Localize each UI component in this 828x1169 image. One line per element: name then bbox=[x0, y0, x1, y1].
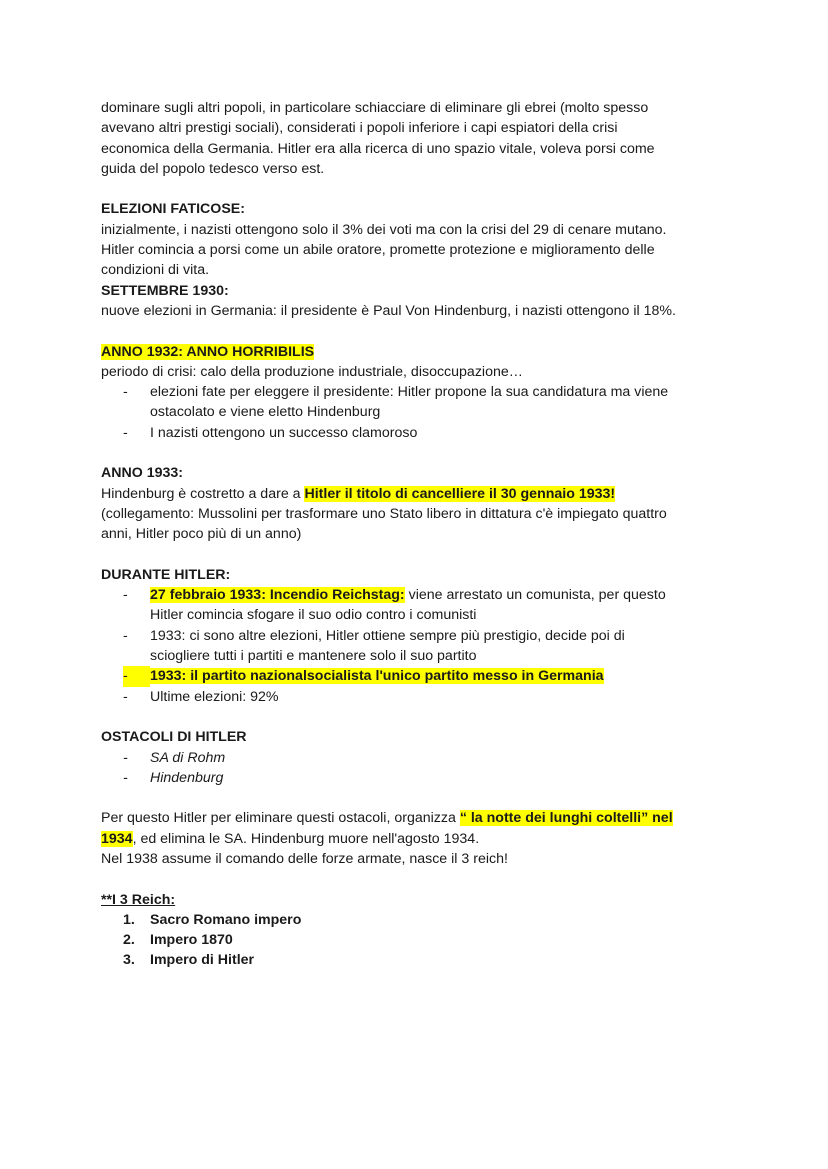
document-body bbox=[101, 98, 741, 971]
heading-reich: **I 3 Reich: bbox=[101, 891, 176, 908]
text-line: 1934, ed elimina le SA. Hindenburg muore nell'agosto 1934. bbox=[101, 830, 480, 847]
highlight: 27 febbraio 1933: Incendio Reichstag: bbox=[150, 587, 405, 604]
heading-anno-1933: ANNO 1933: bbox=[101, 465, 184, 482]
highlight: 1934 bbox=[101, 830, 133, 847]
list-item: 1. Sacro Romano impero bbox=[123, 911, 302, 928]
heading-settembre: SETTEMBRE 1930: bbox=[101, 282, 229, 299]
numbered-list-reich bbox=[101, 910, 741, 971]
text-line: inizialmente, i nazisti ottengono solo il 3% dei voti ma con la crisi del 29 di cenare mutano. bbox=[101, 221, 667, 238]
list-item: - SA di Rohm bbox=[101, 748, 741, 768]
text-line: periodo di crisi: calo della produzione industriale, disoccupazione… bbox=[101, 363, 523, 380]
list-item: 3. Impero di Hitler bbox=[123, 952, 255, 969]
list-item: - 27 febbraio 1933: Incendio Reichstag: viene arrestato un comunista, per questo Hitler comincia sfogare il suo odio contro i comunisti bbox=[101, 585, 741, 626]
list-item: - elezioni fate per eleggere il presidente: Hitler propone la sua candidatura ma viene ostacolato e viene eletto Hindenburg bbox=[101, 382, 741, 423]
bullet-list-1932 bbox=[101, 382, 741, 443]
text-line: Nel 1938 assume il comando delle forze armate, nasce il 3 reich! bbox=[101, 850, 508, 867]
highlight: “ la notte dei lunghi coltelli” nel bbox=[459, 810, 673, 827]
list-item: 2. Impero 1870 bbox=[123, 932, 233, 949]
highlight: Hitler il titolo di cancelliere il 30 gennaio 1933! bbox=[304, 485, 616, 502]
list-item: - 1933: ci sono altre elezioni, Hitler ottiene sempre più prestigio, decide poi di sciogliere tutti i partiti e mantenere solo il suo partito bbox=[101, 626, 741, 667]
text-line: Per questo Hitler per eliminare questi ostacoli, organizza “ la notte dei lunghi coltelli” nel bbox=[101, 810, 673, 827]
bullet-list-ostacoli bbox=[101, 748, 741, 789]
text-line: nuove elezioni in Germania: il presidente è Paul Von Hindenburg, i nazisti ottengono il 18%. bbox=[101, 302, 676, 319]
heading-durante-hitler: DURANTE HITLER: bbox=[101, 566, 231, 583]
text-line: Hindenburg è costretto a dare a Hitler il titolo di cancelliere il 30 gennaio 1933! bbox=[101, 485, 616, 502]
heading-anno-1932 bbox=[101, 342, 741, 362]
list-item: - I nazisti ottengono un successo clamoroso bbox=[101, 423, 741, 443]
highlight: ANNO 1932: ANNO HORRIBILIS bbox=[101, 343, 315, 360]
text-line: guida del popolo tedesco verso est. bbox=[101, 160, 325, 177]
text-line: avevano altri prestigi sociali), considerati i popoli inferiore i capi espiatori della crisi bbox=[101, 120, 618, 137]
heading-ostacoli: OSTACOLI DI HITLER bbox=[101, 729, 247, 746]
intro-paragraph bbox=[101, 98, 741, 179]
text-line: Hitler comincia a porsi come un abile oratore, promette protezione e miglioramento delle bbox=[101, 242, 655, 259]
text-line: (collegamento: Mussolini per trasformare uno Stato libero in dittatura c'è impiegato quattro bbox=[101, 505, 667, 522]
text-line: anni, Hitler poco più di un anno) bbox=[101, 526, 302, 543]
heading-elezioni: ELEZIONI FATICOSE: bbox=[101, 201, 245, 218]
text-line: dominare sugli altri popoli, in particolare schiacciare di eliminare gli ebrei (molto spesso bbox=[101, 100, 649, 116]
list-item: - Hindenburg bbox=[101, 768, 741, 788]
list-item bbox=[101, 666, 741, 686]
highlight: 1933: il partito nazionalsocialista l'unico partito messo in Germania bbox=[150, 668, 604, 685]
text-line: condizioni di vita. bbox=[101, 262, 210, 279]
bullet-list-durante bbox=[101, 585, 741, 707]
text-line: economica della Germania. Hitler era alla ricerca di uno spazio vitale, voleva porsi come bbox=[101, 140, 655, 157]
list-item: - Ultime elezioni: 92% bbox=[101, 687, 741, 707]
